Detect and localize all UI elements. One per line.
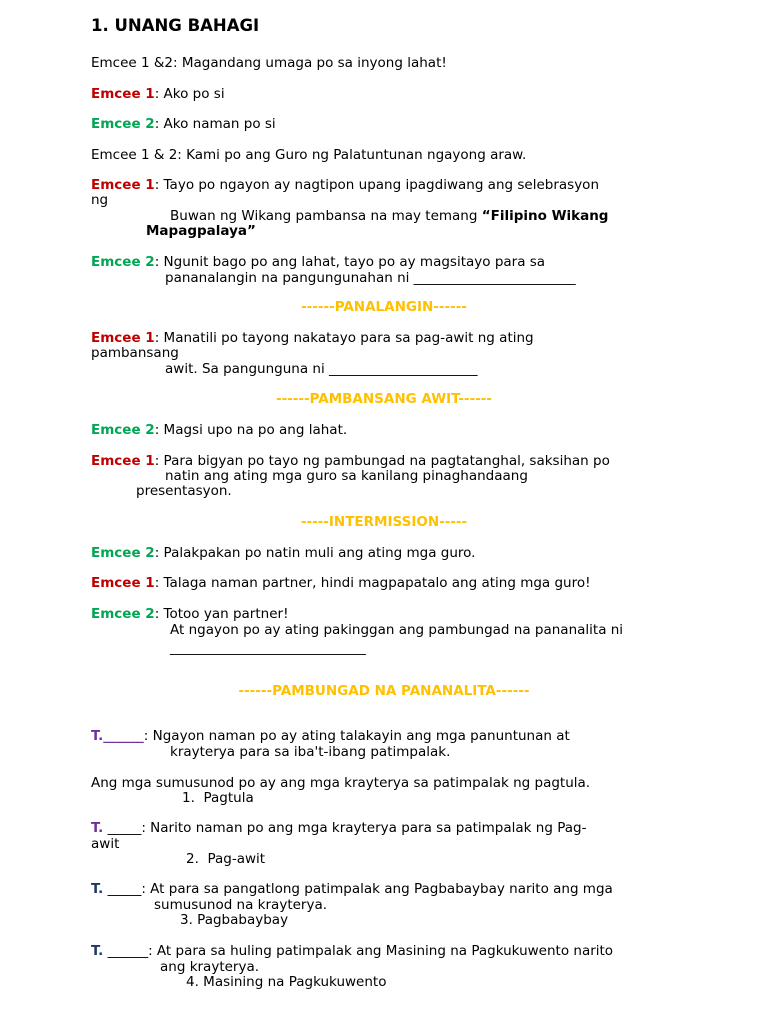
emcee1-anthem-line (91, 330, 534, 346)
line-continuation: krayterya para sa iba't-ibang patimpalak. (170, 744, 451, 760)
contest-item-2: 2. Pag-awit (186, 851, 266, 867)
line-text: ______: At para sa huling patimpalak ang Masining na Pagkukuwento narito (103, 943, 614, 959)
line-continuation: ng (91, 192, 109, 208)
teacher-rules-line (91, 728, 570, 744)
emcee1-intro-line (91, 86, 225, 102)
line-text: : Ngayon naman po ay ating talakayin ang mga panuntunan at (143, 728, 570, 744)
criteria-intro-line: Ang mga sumusunod po ay ang mga krayterya sa patimpalak ng pagtula. (91, 775, 591, 791)
speaker-emcee1: Emcee 1 (91, 177, 155, 193)
line-text: _____: Narito naman po ang mga krayterya para sa patimpalak ng Pag- (103, 820, 587, 836)
speaker-emcee2: Emcee 2 (91, 422, 155, 438)
line-text: : Tayo po ngayon ay nagtipon upang ipagdiwang ang selebrasyon (154, 177, 599, 193)
theme-title-continuation: Mapagpalaya” (146, 223, 256, 239)
line-text: : Ako naman po si (154, 116, 276, 132)
speaker-teacher: T. (91, 820, 104, 836)
emcee2-seat-line (91, 422, 347, 438)
speaker-emcee2: Emcee 2 (91, 254, 155, 270)
speaker-teacher: T.______ (91, 728, 144, 744)
contest-item-3: 3. Pagbabaybay (180, 912, 289, 928)
emcee2-agree-line (91, 606, 288, 622)
line-text: : Ako po si (154, 86, 225, 102)
line-continuation: awit (91, 836, 120, 852)
speaker-emcee1: Emcee 1 (91, 330, 155, 346)
line-text: : Magsi upo na po ang lahat. (154, 422, 348, 438)
emcee2-prayer-line (91, 254, 545, 270)
section-heading-pambungad: ------PAMBUNGAD NA PANANALITA------ (238, 683, 530, 699)
speaker-emcee2: Emcee 2 (91, 116, 155, 132)
theme-title: “Filipino Wikang (481, 208, 609, 224)
speaker-teacher: T. (91, 943, 104, 959)
line-continuation: ang krayterya. (160, 959, 260, 975)
speaker-teacher: T. (91, 881, 104, 897)
line-text: : Totoo yan partner! (154, 606, 289, 622)
section-heading-pambansang-awit: ------PAMBANSANG AWIT------ (275, 391, 493, 407)
emcee2-intro-line (91, 116, 276, 132)
section-heading-intermission: -----INTERMISSION----- (300, 514, 468, 530)
hosts-line: Emcee 1 & 2: Kami po ang Guro ng Palatuntunan ngayong araw. (91, 147, 527, 163)
section-heading-panalangin: ------PANALANGIN------ (301, 299, 467, 315)
speaker-emcee2: Emcee 2 (91, 545, 155, 561)
contest-item-4: 4. Masining na Pagkukuwento (186, 974, 387, 990)
teacher-storytelling-line (91, 943, 613, 959)
line-text: : Talaga naman partner, hindi magpapatalo ang ating mga guro! (154, 575, 591, 591)
line-text: : Palakpakan po natin muli ang ating mga guro. (154, 545, 476, 561)
teacher-spelling-line (91, 881, 613, 897)
line-text: : Manatili po tayong nakatayo para sa pag-awit ng ating (154, 330, 534, 346)
blank-line: _____________________________ (170, 640, 366, 656)
line-continuation: awit. Sa pangunguna ni ______________________ (165, 361, 478, 377)
emcee1-partner-line (91, 575, 591, 591)
speaker-emcee2: Emcee 2 (91, 606, 155, 622)
line-text: : Ngunit bago po ang lahat, tayo po ay magsitayo para sa (154, 254, 546, 270)
speaker-emcee1: Emcee 1 (91, 453, 155, 469)
line-continuation: At ngayon po ay ating pakinggan ang pambungad na pananalita ni (170, 622, 624, 638)
line-continuation: presentasyon. (136, 483, 232, 499)
line-continuation: sumusunod na krayterya. (154, 897, 328, 913)
greeting-line: Emcee 1 &2: Magandang umaga po sa inyong lahat! (91, 55, 447, 71)
line-continuation: pananalangin na pangungunahan ni ________________________ (165, 270, 576, 286)
line-text: : Para bigyan po tayo ng pambungad na pagtatanghal, saksihan po (154, 453, 610, 469)
line-text: _____: At para sa pangatlong patimpalak ang Pagbabaybay narito ang mga (103, 881, 613, 897)
emcee1-celebration-line (91, 177, 599, 193)
emcee2-applause-line (91, 545, 475, 561)
speaker-emcee1: Emcee 1 (91, 86, 155, 102)
teacher-singing-line (91, 820, 586, 836)
speaker-emcee1: Emcee 1 (91, 575, 155, 591)
line-text: Buwan ng Wikang pambansa na may temang (170, 208, 482, 224)
line-continuation: natin ang ating mga guro sa kanilang pinaghandaang (165, 468, 528, 484)
contest-item-1: 1. Pagtula (182, 790, 254, 806)
emcee1-performance-line (91, 453, 610, 469)
theme-line (170, 208, 608, 224)
section-title: 1. UNANG BAHAGI (91, 16, 260, 35)
line-continuation: pambansang (91, 345, 179, 361)
